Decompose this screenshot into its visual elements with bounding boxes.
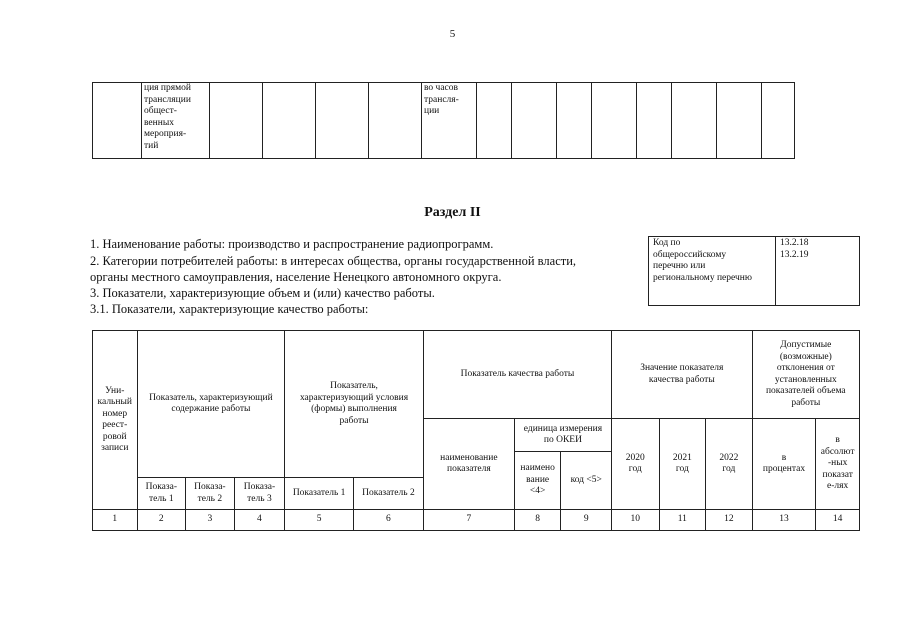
cell-line: Значение показателя (640, 363, 724, 373)
header-unit (514, 419, 611, 452)
column-number: 7 (423, 510, 514, 531)
cell-line: работы (791, 397, 821, 408)
cell-line: 2021 (672, 452, 692, 463)
header-unit-name (514, 452, 561, 510)
header-year-2020 (612, 419, 660, 510)
cell-line: 13.2.18 (780, 238, 809, 248)
cell-line: реест- (102, 420, 128, 430)
cell-line: 2020 (625, 452, 645, 463)
cell-line: Код по (653, 238, 681, 248)
column-number: 5 (285, 510, 354, 531)
header-condition-1: Показатель 1 (285, 478, 354, 510)
cell-line: региональному перечню (653, 272, 752, 283)
paragraph-3: 3. Показатели, характеризующие объем и (или) качество работы. (90, 286, 435, 300)
column-number: 11 (659, 510, 706, 531)
table-row (649, 237, 860, 306)
cell-line: показат (822, 469, 853, 480)
header-quality-indicator: Показатель качества работы (423, 331, 611, 419)
cell-line: 2022 (719, 452, 739, 463)
cell-line: тий (144, 140, 159, 151)
cell-line: тель 3 (247, 493, 272, 504)
cell-line: венных (144, 117, 174, 128)
header-unique-number (93, 331, 138, 510)
cell-line: <4> (529, 486, 546, 497)
cell-line: характеризующий условия (299, 392, 409, 403)
cell-line: Показа- (243, 482, 276, 492)
table-cell (369, 83, 422, 159)
header-unit-code: код <5> (561, 452, 612, 510)
cell-line: абсолют (820, 446, 855, 457)
header-allowed-deviation (752, 331, 859, 419)
table-cell (557, 83, 592, 159)
table-cell (93, 83, 142, 159)
cell-line: установленных (774, 374, 837, 385)
cell-line: Уни- (105, 385, 125, 396)
column-number: 12 (706, 510, 753, 531)
paragraph-2: 2. Категории потребителей работы: в интересах общества, органы государственной власти, (90, 254, 577, 268)
column-number: 6 (354, 510, 424, 531)
cell-line: номер (102, 408, 128, 419)
cell-line: показателей объема (765, 386, 846, 396)
table-cell (477, 83, 512, 159)
cell-line: наименование (440, 452, 498, 463)
column-number: 8 (514, 510, 561, 531)
cell-line: общероссийскому (653, 249, 727, 260)
table-cell (672, 83, 717, 159)
header-in-absolute (816, 419, 860, 510)
paragraph-3-1: 3.1. Показатели, характеризующие качество работы: (90, 302, 369, 316)
header-condition-indicators (285, 331, 424, 478)
code-value-cell (776, 237, 860, 306)
column-number: 13 (752, 510, 816, 531)
cell-line: трансляции (144, 94, 191, 105)
paragraph-2-cont: органы местного самоуправления, население Ненецкого автономного округа. (90, 270, 502, 284)
cell-line: работы (339, 415, 369, 426)
cell-line: качества работы (648, 374, 715, 385)
column-number: 2 (137, 510, 186, 531)
cell-line: процентах (762, 464, 806, 474)
cell-line: год (628, 464, 642, 474)
cell-line: общест- (144, 106, 177, 116)
cell-line: мероприя- (144, 129, 187, 139)
cell-line: единица измерения (523, 423, 603, 434)
previous-table-fragment (92, 82, 795, 159)
header-in-percent (752, 419, 816, 510)
header-indicator-value (612, 331, 753, 419)
classifier-code-box (648, 236, 860, 306)
cell-line: записи (101, 443, 129, 453)
table-cell (592, 83, 637, 159)
cell-line: ровой (102, 431, 127, 442)
header-indicator-name (423, 419, 514, 510)
table-cell (512, 83, 557, 159)
cell-line: отклонения от (776, 363, 835, 373)
cell-line: Показа- (194, 482, 226, 492)
cell-line: по ОКЕИ (543, 435, 582, 445)
column-number: 4 (234, 510, 285, 531)
quality-indicators-table (92, 330, 860, 531)
cell-line: в (835, 435, 840, 446)
column-number-row (93, 510, 860, 531)
header-content-indicators (137, 331, 285, 478)
cell-line: трансля- (424, 94, 459, 105)
cell-line: 13.2.19 (780, 249, 809, 260)
column-number: 9 (561, 510, 612, 531)
code-label-cell (649, 237, 776, 306)
cell-line: Показа- (145, 482, 178, 492)
table-cell (717, 83, 762, 159)
header-content-3 (234, 478, 285, 510)
cell-line: е-лях (827, 481, 849, 492)
table-cell (316, 83, 369, 159)
table-cell (210, 83, 263, 159)
cell-line: содержание работы (171, 404, 251, 414)
cell-line: Допустимые (780, 340, 832, 350)
cell-line: Показатель, (330, 381, 378, 391)
page-number: 5 (449, 28, 456, 40)
cell-line: показателя (446, 464, 491, 474)
table-cell (762, 83, 795, 159)
cell-line: тель 2 (197, 493, 223, 504)
column-number: 3 (186, 510, 235, 531)
cell-line: год (675, 464, 689, 474)
header-content-2 (186, 478, 235, 510)
cell-line: год (722, 464, 736, 474)
cell-line: -ных (827, 458, 848, 469)
cell-line: ция прямой (144, 83, 191, 93)
table-cell (142, 83, 210, 159)
column-number: 10 (612, 510, 660, 531)
cell-line: перечню или (653, 261, 706, 271)
header-year-2022 (706, 419, 753, 510)
table-cell (263, 83, 316, 159)
cell-line: (возможные) (779, 351, 832, 362)
paragraph-1: 1. Наименование работы: производство и распространение радиопрограмм. (90, 237, 494, 251)
cell-line: Показатель, характеризующий (149, 392, 273, 403)
table-header-row (93, 331, 860, 419)
table-cell (422, 83, 477, 159)
column-number: 14 (816, 510, 860, 531)
table-cell (637, 83, 672, 159)
cell-line: (формы) выполнения (311, 404, 397, 414)
header-content-1 (137, 478, 186, 510)
cell-line: во часов (424, 83, 458, 93)
cell-line: кальный (97, 397, 132, 407)
section-title: Раздел II (424, 205, 481, 220)
cell-line: тель 1 (149, 493, 174, 504)
cell-line: в (781, 452, 787, 463)
header-year-2021 (659, 419, 706, 510)
cell-line: ции (424, 106, 440, 116)
cell-line: наимено (520, 463, 555, 474)
table-row (93, 83, 795, 159)
header-condition-2: Показатель 2 (354, 478, 424, 510)
column-number: 1 (93, 510, 138, 531)
cell-line: вание (526, 474, 550, 485)
